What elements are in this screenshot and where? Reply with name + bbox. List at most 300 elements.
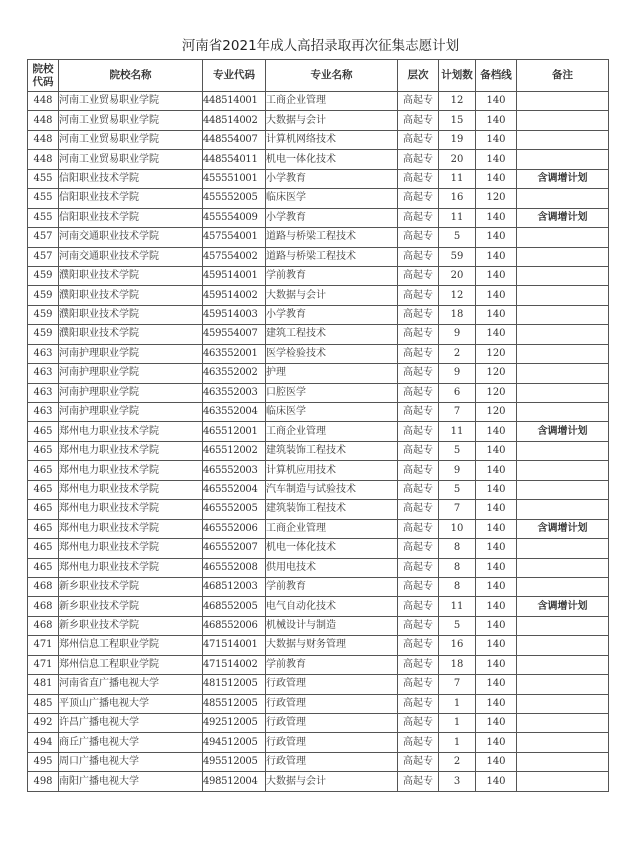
score-line-cell: 140 (476, 325, 517, 344)
major-name-cell: 学前教育 (266, 655, 398, 674)
school-name-cell: 濮阳职业技术学院 (59, 266, 203, 285)
plan-table (27, 59, 609, 792)
header-level: 层次 (398, 60, 439, 92)
school-code-cell: 471 (28, 655, 59, 674)
school-code-cell: 448 (28, 150, 59, 169)
major-code-cell: 481512005 (203, 675, 266, 694)
major-code-cell: 459554007 (203, 325, 266, 344)
table-row (28, 461, 609, 480)
school-code-cell: 471 (28, 636, 59, 655)
plan-count-cell: 6 (439, 383, 476, 402)
score-line-cell: 140 (476, 675, 517, 694)
score-line-cell: 140 (476, 519, 517, 538)
table-row (28, 772, 609, 791)
table-row (28, 500, 609, 519)
remarks-cell (517, 383, 609, 402)
table-row (28, 441, 609, 460)
major-code-cell: 448554011 (203, 150, 266, 169)
level-cell: 高起专 (398, 772, 439, 791)
major-name-cell: 行政管理 (266, 733, 398, 752)
level-cell: 高起专 (398, 150, 439, 169)
plan-count-cell: 9 (439, 461, 476, 480)
level-cell: 高起专 (398, 461, 439, 480)
school-code-cell: 465 (28, 461, 59, 480)
score-line-cell: 140 (476, 733, 517, 752)
score-line-cell: 140 (476, 500, 517, 519)
major-code-cell: 455552005 (203, 189, 266, 208)
remarks-cell (517, 286, 609, 305)
school-name-cell: 郑州电力职业技术学院 (59, 539, 203, 558)
table-row (28, 616, 609, 635)
major-code-cell: 465552008 (203, 558, 266, 577)
score-line-cell: 120 (476, 403, 517, 422)
table-row (28, 247, 609, 266)
major-name-cell: 计算机网络技术 (266, 130, 398, 149)
level-cell: 高起专 (398, 597, 439, 616)
major-code-cell: 463552002 (203, 364, 266, 383)
table-row (28, 733, 609, 752)
major-code-cell: 465552007 (203, 539, 266, 558)
table-row (28, 208, 609, 227)
major-code-cell: 468552005 (203, 597, 266, 616)
major-name-cell: 护理 (266, 364, 398, 383)
plan-count-cell: 5 (439, 616, 476, 635)
level-cell: 高起专 (398, 539, 439, 558)
header-school-name: 院校名称 (59, 60, 203, 92)
table-row (28, 325, 609, 344)
school-name-cell: 河南交通职业技术学院 (59, 247, 203, 266)
plan-count-cell: 19 (439, 130, 476, 149)
major-code-cell: 468512003 (203, 577, 266, 596)
remarks-cell (517, 130, 609, 149)
major-name-cell: 大数据与财务管理 (266, 636, 398, 655)
score-line-cell: 140 (476, 480, 517, 499)
school-name-cell: 新乡职业技术学院 (59, 577, 203, 596)
score-line-cell: 140 (476, 577, 517, 596)
score-line-cell: 120 (476, 189, 517, 208)
plan-count-cell: 9 (439, 325, 476, 344)
table-row (28, 189, 609, 208)
remarks-cell (517, 733, 609, 752)
score-line-cell: 140 (476, 150, 517, 169)
level-cell: 高起专 (398, 655, 439, 674)
plan-count-cell: 16 (439, 636, 476, 655)
level-cell: 高起专 (398, 228, 439, 247)
school-code-cell: 463 (28, 364, 59, 383)
plan-count-cell: 1 (439, 714, 476, 733)
table-row (28, 286, 609, 305)
school-code-cell: 457 (28, 247, 59, 266)
plan-count-cell: 10 (439, 519, 476, 538)
major-name-cell: 临床医学 (266, 189, 398, 208)
major-code-cell: 463552003 (203, 383, 266, 402)
school-code-cell: 463 (28, 344, 59, 363)
school-name-cell: 郑州电力职业技术学院 (59, 558, 203, 577)
score-line-cell: 140 (476, 266, 517, 285)
level-cell: 高起专 (398, 616, 439, 635)
remarks-cell (517, 714, 609, 733)
major-code-cell: 465552003 (203, 461, 266, 480)
major-code-cell: 465552006 (203, 519, 266, 538)
remarks-cell (517, 305, 609, 324)
score-line-cell: 140 (476, 111, 517, 130)
school-code-cell: 448 (28, 111, 59, 130)
remarks-cell (517, 655, 609, 674)
plan-count-cell: 1 (439, 733, 476, 752)
major-code-cell: 448514002 (203, 111, 266, 130)
remarks-cell: 含调增计划 (517, 208, 609, 227)
remarks-cell (517, 344, 609, 363)
school-code-cell: 495 (28, 752, 59, 771)
major-name-cell: 机电一体化技术 (266, 150, 398, 169)
score-line-cell: 140 (476, 539, 517, 558)
major-name-cell: 学前教育 (266, 577, 398, 596)
major-code-cell: 459514003 (203, 305, 266, 324)
remarks-cell (517, 150, 609, 169)
level-cell: 高起专 (398, 266, 439, 285)
table-row (28, 752, 609, 771)
major-name-cell: 建筑工程技术 (266, 325, 398, 344)
table-row (28, 694, 609, 713)
school-name-cell: 濮阳职业技术学院 (59, 325, 203, 344)
header-remarks: 备注 (517, 60, 609, 92)
plan-count-cell: 11 (439, 208, 476, 227)
plan-count-cell: 16 (439, 189, 476, 208)
header-major-code: 专业代码 (203, 60, 266, 92)
plan-count-cell: 15 (439, 111, 476, 130)
major-name-cell: 行政管理 (266, 714, 398, 733)
school-code-cell: 468 (28, 577, 59, 596)
plan-count-cell: 5 (439, 480, 476, 499)
score-line-cell: 140 (476, 228, 517, 247)
score-line-cell: 140 (476, 247, 517, 266)
school-name-cell: 濮阳职业技术学院 (59, 286, 203, 305)
school-code-cell: 494 (28, 733, 59, 752)
school-code-cell: 455 (28, 208, 59, 227)
major-name-cell: 电气自动化技术 (266, 597, 398, 616)
level-cell: 高起专 (398, 500, 439, 519)
major-name-cell: 机械设计与制造 (266, 616, 398, 635)
school-name-cell: 濮阳职业技术学院 (59, 305, 203, 324)
score-line-cell: 140 (476, 461, 517, 480)
major-code-cell: 457554001 (203, 228, 266, 247)
level-cell: 高起专 (398, 694, 439, 713)
plan-count-cell: 18 (439, 655, 476, 674)
remarks-cell (517, 772, 609, 791)
school-name-cell: 郑州电力职业技术学院 (59, 441, 203, 460)
level-cell: 高起专 (398, 733, 439, 752)
header-score-line: 备档线 (476, 60, 517, 92)
remarks-cell (517, 325, 609, 344)
plan-count-cell: 5 (439, 228, 476, 247)
level-cell: 高起专 (398, 752, 439, 771)
school-code-cell: 455 (28, 189, 59, 208)
header-major-name: 专业名称 (266, 60, 398, 92)
remarks-cell (517, 675, 609, 694)
remarks-cell: 含调增计划 (517, 519, 609, 538)
level-cell: 高起专 (398, 558, 439, 577)
score-line-cell: 120 (476, 344, 517, 363)
table-row (28, 558, 609, 577)
level-cell: 高起专 (398, 675, 439, 694)
school-code-cell: 455 (28, 169, 59, 188)
school-name-cell: 河南护理职业学院 (59, 344, 203, 363)
score-line-cell: 140 (476, 441, 517, 460)
plan-count-cell: 1 (439, 694, 476, 713)
school-name-cell: 郑州电力职业技术学院 (59, 480, 203, 499)
remarks-cell (517, 539, 609, 558)
major-code-cell: 494512005 (203, 733, 266, 752)
remarks-cell (517, 577, 609, 596)
plan-count-cell: 20 (439, 266, 476, 285)
major-name-cell: 大数据与会计 (266, 286, 398, 305)
school-name-cell: 信阳职业技术学院 (59, 169, 203, 188)
remarks-cell (517, 752, 609, 771)
major-code-cell: 498512004 (203, 772, 266, 791)
major-code-cell: 465512002 (203, 441, 266, 460)
major-code-cell: 485512005 (203, 694, 266, 713)
school-name-cell: 河南护理职业学院 (59, 383, 203, 402)
remarks-cell (517, 228, 609, 247)
major-code-cell: 471514001 (203, 636, 266, 655)
score-line-cell: 140 (476, 772, 517, 791)
table-row (28, 266, 609, 285)
plan-count-cell: 3 (439, 772, 476, 791)
level-cell: 高起专 (398, 286, 439, 305)
remarks-cell (517, 247, 609, 266)
major-code-cell: 471514002 (203, 655, 266, 674)
school-name-cell: 信阳职业技术学院 (59, 208, 203, 227)
school-code-cell: 463 (28, 383, 59, 402)
score-line-cell: 120 (476, 364, 517, 383)
major-name-cell: 小学教育 (266, 169, 398, 188)
remarks-cell (517, 266, 609, 285)
major-name-cell: 计算机应用技术 (266, 461, 398, 480)
plan-count-cell: 8 (439, 577, 476, 596)
level-cell: 高起专 (398, 325, 439, 344)
school-name-cell: 郑州电力职业技术学院 (59, 500, 203, 519)
major-code-cell: 468552006 (203, 616, 266, 635)
school-code-cell: 481 (28, 675, 59, 694)
school-name-cell: 周口广播电视大学 (59, 752, 203, 771)
plan-count-cell: 7 (439, 675, 476, 694)
table-row (28, 539, 609, 558)
plan-count-cell: 20 (439, 150, 476, 169)
major-code-cell: 448554007 (203, 130, 266, 149)
score-line-cell: 140 (476, 422, 517, 441)
score-line-cell: 140 (476, 208, 517, 227)
table-row (28, 675, 609, 694)
table-row (28, 714, 609, 733)
school-name-cell: 许昌广播电视大学 (59, 714, 203, 733)
school-code-cell: 459 (28, 266, 59, 285)
remarks-cell (517, 441, 609, 460)
school-name-cell: 郑州信息工程职业学院 (59, 655, 203, 674)
major-code-cell: 448514001 (203, 92, 266, 111)
remarks-cell: 含调增计划 (517, 597, 609, 616)
major-name-cell: 医学检验技术 (266, 344, 398, 363)
table-row (28, 364, 609, 383)
school-name-cell: 新乡职业技术学院 (59, 616, 203, 635)
table-row (28, 92, 609, 111)
level-cell: 高起专 (398, 247, 439, 266)
major-name-cell: 行政管理 (266, 675, 398, 694)
remarks-cell (517, 111, 609, 130)
school-name-cell: 河南工业贸易职业学院 (59, 130, 203, 149)
plan-count-cell: 7 (439, 403, 476, 422)
score-line-cell: 140 (476, 694, 517, 713)
remarks-cell (517, 92, 609, 111)
plan-count-cell: 8 (439, 558, 476, 577)
school-code-cell: 498 (28, 772, 59, 791)
major-code-cell: 459514001 (203, 266, 266, 285)
school-name-cell: 河南工业贸易职业学院 (59, 111, 203, 130)
table-row (28, 422, 609, 441)
school-code-cell: 465 (28, 480, 59, 499)
table-row (28, 169, 609, 188)
table-row (28, 305, 609, 324)
remarks-cell (517, 403, 609, 422)
remarks-cell (517, 636, 609, 655)
plan-count-cell: 2 (439, 752, 476, 771)
major-code-cell: 465552004 (203, 480, 266, 499)
school-name-cell: 河南省直广播电视大学 (59, 675, 203, 694)
major-code-cell: 457554002 (203, 247, 266, 266)
school-code-cell: 459 (28, 325, 59, 344)
major-name-cell: 道路与桥梁工程技术 (266, 247, 398, 266)
remarks-cell: 含调增计划 (517, 422, 609, 441)
school-code-cell: 465 (28, 422, 59, 441)
score-line-cell: 140 (476, 616, 517, 635)
score-line-cell: 140 (476, 714, 517, 733)
score-line-cell: 140 (476, 597, 517, 616)
school-code-cell: 468 (28, 616, 59, 635)
plan-count-cell: 8 (439, 539, 476, 558)
plan-count-cell: 11 (439, 597, 476, 616)
major-name-cell: 学前教育 (266, 266, 398, 285)
major-code-cell: 492512005 (203, 714, 266, 733)
school-code-cell: 463 (28, 403, 59, 422)
plan-count-cell: 12 (439, 92, 476, 111)
level-cell: 高起专 (398, 480, 439, 499)
score-line-cell: 120 (476, 383, 517, 402)
school-name-cell: 商丘广播电视大学 (59, 733, 203, 752)
table-row (28, 344, 609, 363)
level-cell: 高起专 (398, 208, 439, 227)
score-line-cell: 140 (476, 130, 517, 149)
score-line-cell: 140 (476, 305, 517, 324)
remarks-cell (517, 616, 609, 635)
level-cell: 高起专 (398, 189, 439, 208)
table-row (28, 597, 609, 616)
remarks-cell: 含调增计划 (517, 169, 609, 188)
level-cell: 高起专 (398, 92, 439, 111)
major-name-cell: 供用电技术 (266, 558, 398, 577)
table-row (28, 403, 609, 422)
plan-count-cell: 59 (439, 247, 476, 266)
remarks-cell (517, 189, 609, 208)
score-line-cell: 140 (476, 169, 517, 188)
school-code-cell: 465 (28, 558, 59, 577)
school-code-cell: 448 (28, 130, 59, 149)
table-row (28, 519, 609, 538)
major-code-cell: 465552005 (203, 500, 266, 519)
score-line-cell: 140 (476, 286, 517, 305)
remarks-cell (517, 364, 609, 383)
level-cell: 高起专 (398, 403, 439, 422)
school-code-cell: 465 (28, 519, 59, 538)
remarks-cell (517, 461, 609, 480)
school-name-cell: 新乡职业技术学院 (59, 597, 203, 616)
level-cell: 高起专 (398, 364, 439, 383)
major-code-cell: 459514002 (203, 286, 266, 305)
table-row (28, 480, 609, 499)
major-code-cell: 455554009 (203, 208, 266, 227)
major-name-cell: 建筑装饰工程技术 (266, 441, 398, 460)
plan-count-cell: 11 (439, 169, 476, 188)
major-name-cell: 临床医学 (266, 403, 398, 422)
table-row (28, 111, 609, 130)
major-name-cell: 行政管理 (266, 694, 398, 713)
school-name-cell: 郑州电力职业技术学院 (59, 519, 203, 538)
major-name-cell: 大数据与会计 (266, 772, 398, 791)
major-name-cell: 道路与桥梁工程技术 (266, 228, 398, 247)
school-code-cell: 485 (28, 694, 59, 713)
level-cell: 高起专 (398, 714, 439, 733)
table-header-row (28, 60, 609, 92)
school-name-cell: 河南工业贸易职业学院 (59, 92, 203, 111)
header-plan-count: 计划数 (439, 60, 476, 92)
score-line-cell: 140 (476, 752, 517, 771)
school-code-cell: 448 (28, 92, 59, 111)
table-row (28, 636, 609, 655)
school-code-cell: 459 (28, 286, 59, 305)
header-school-code: 院校代码 (28, 60, 59, 92)
plan-count-cell: 2 (439, 344, 476, 363)
remarks-cell (517, 500, 609, 519)
table-body (28, 92, 609, 792)
major-name-cell: 小学教育 (266, 208, 398, 227)
level-cell: 高起专 (398, 344, 439, 363)
major-name-cell: 工商企业管理 (266, 422, 398, 441)
level-cell: 高起专 (398, 636, 439, 655)
major-code-cell: 495512005 (203, 752, 266, 771)
school-name-cell: 河南护理职业学院 (59, 364, 203, 383)
level-cell: 高起专 (398, 111, 439, 130)
plan-count-cell: 9 (439, 364, 476, 383)
major-code-cell: 463552004 (203, 403, 266, 422)
plan-count-cell: 5 (439, 441, 476, 460)
table-row (28, 577, 609, 596)
score-line-cell: 140 (476, 92, 517, 111)
school-name-cell: 郑州电力职业技术学院 (59, 461, 203, 480)
school-name-cell: 河南交通职业技术学院 (59, 228, 203, 247)
level-cell: 高起专 (398, 169, 439, 188)
level-cell: 高起专 (398, 422, 439, 441)
major-name-cell: 工商企业管理 (266, 92, 398, 111)
school-code-cell: 465 (28, 441, 59, 460)
table-row (28, 228, 609, 247)
plan-count-cell: 7 (439, 500, 476, 519)
level-cell: 高起专 (398, 383, 439, 402)
score-line-cell: 140 (476, 636, 517, 655)
major-name-cell: 大数据与会计 (266, 111, 398, 130)
level-cell: 高起专 (398, 130, 439, 149)
major-code-cell: 455551001 (203, 169, 266, 188)
school-code-cell: 465 (28, 500, 59, 519)
school-name-cell: 郑州电力职业技术学院 (59, 422, 203, 441)
school-name-cell: 平顶山广播电视大学 (59, 694, 203, 713)
